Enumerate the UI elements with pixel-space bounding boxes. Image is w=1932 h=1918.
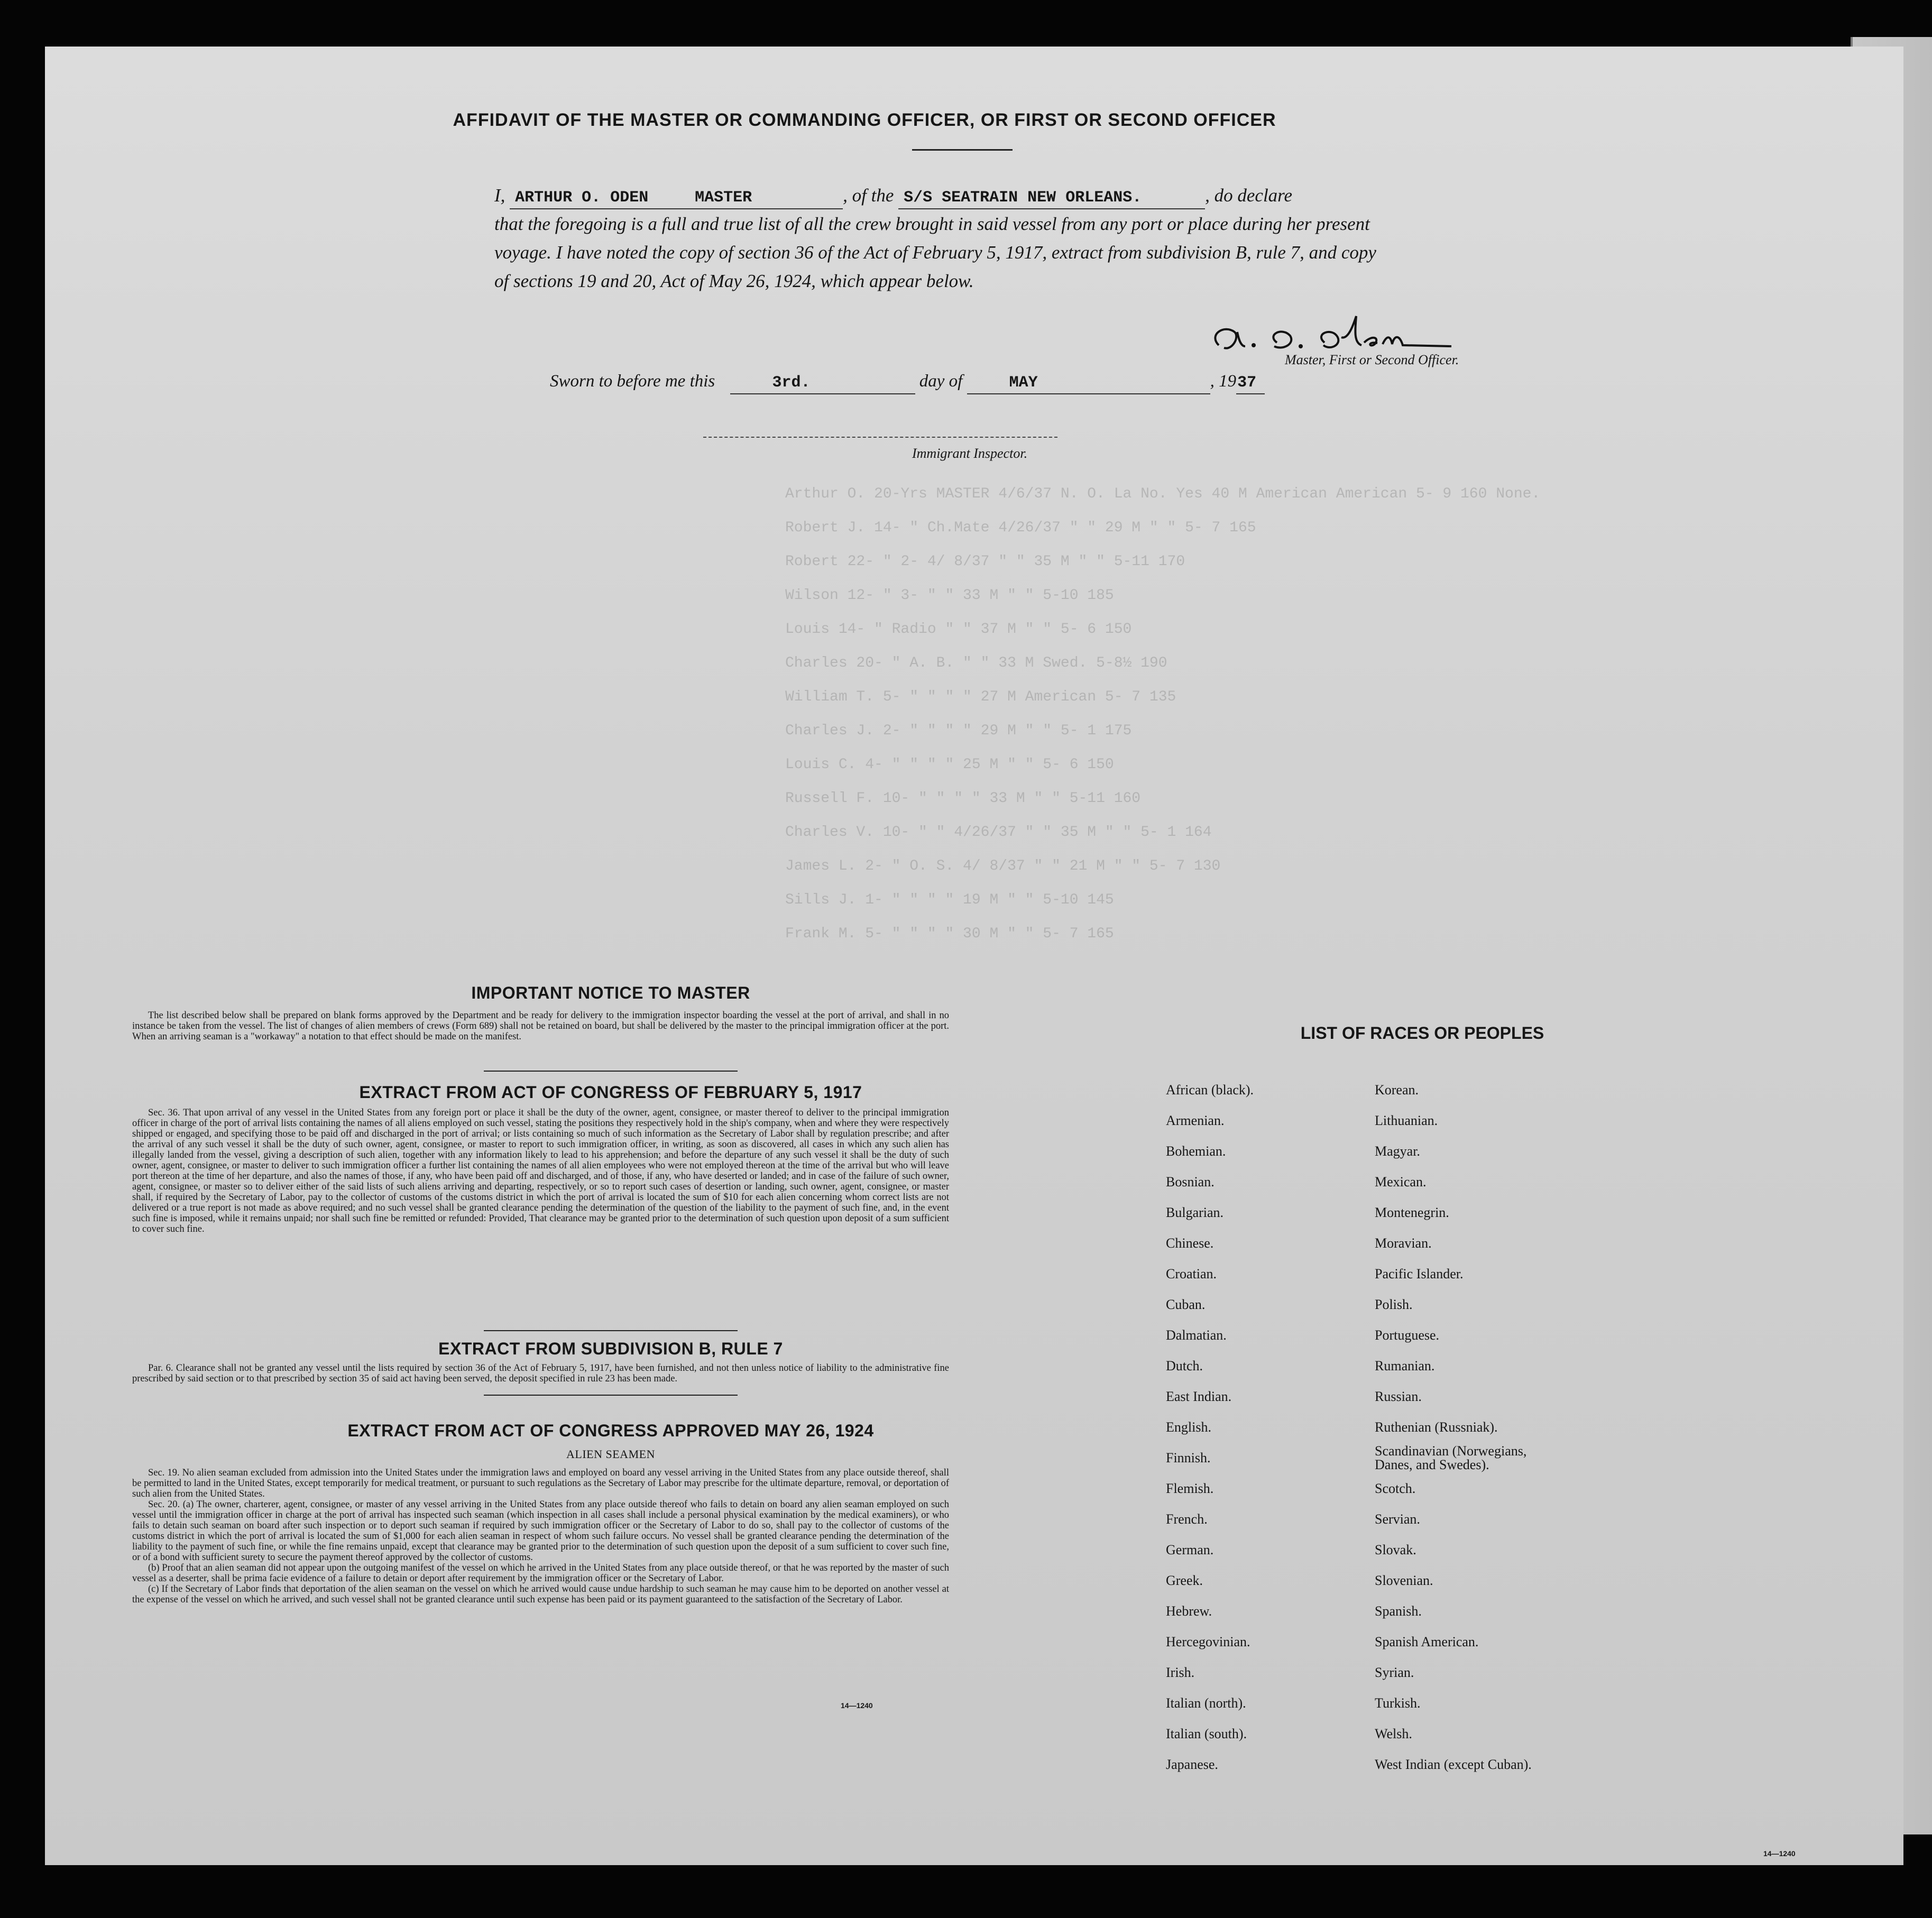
race-item: Croatian. bbox=[1166, 1266, 1217, 1281]
notice-title: IMPORTANT NOTICE TO MASTER bbox=[471, 983, 750, 1002]
sworn-line bbox=[550, 372, 1265, 394]
footer-form-number: 14—1240 bbox=[1763, 1849, 1796, 1858]
do-declare-label: , do declare bbox=[1205, 185, 1293, 206]
extract-1924-sec20a: Sec. 20. (a) The owner, charterer, agent, consignee, or master of any vessel arriving in the United States from any place outside thereof who fails to detain on board any alien seaman employed on such vessel until the immigration officer in charge at the port of arrival has inspected such seaman (which inspection in all cases shall include a personal physical examination by the medical examiners), or who fails to detain such seaman on board after such inspection or to deport such seaman if required by such immigration officer or the Secretary of Labor to do so, shall pay to the collector of customs of the customs district in which the port of arrival is located the sum of $1,000 for each alien seaman in respect of whom such failure occurs. No vessel shall be granted clearance pending the determination of the liability to the payment of such fine, or while the fine remains unpaid, except that clearance may be granted prior to the determination of such question upon the deposit of a sum sufficient to cover such fine, or of a bond with sufficient surety to secure the payment thereof approved by the collector of customs. bbox=[132, 1499, 949, 1563]
day-of-label: day of bbox=[919, 372, 963, 391]
ghost-row: Wilson 12- " 3- " " 33 M " " 5-10 185 bbox=[785, 587, 1114, 604]
races-column-2 bbox=[1375, 1075, 1650, 1780]
notice-text bbox=[132, 1010, 949, 1042]
races-title: LIST OF RACES OR PEOPLES bbox=[1300, 1023, 1544, 1043]
race-item: Rumanian. bbox=[1375, 1358, 1435, 1373]
year-prefix: , 19 bbox=[1210, 372, 1237, 391]
affidavit-line-2: that the foregoing is a full and true list of all the crew brought in said vessel from any port or place during her present bbox=[494, 214, 1370, 234]
affidavit-line-4: of sections 19 and 20, Act of May 26, 1924, which appear below. bbox=[494, 271, 974, 291]
ghost-row: Robert 22- " 2- 4/ 8/37 " " 35 M " " 5-11 170 bbox=[785, 554, 1185, 570]
section-rule bbox=[484, 1330, 738, 1331]
rule7-text bbox=[132, 1363, 949, 1384]
sworn-year-field[interactable]: 37 bbox=[1236, 372, 1265, 394]
race-item: Mexican. bbox=[1375, 1174, 1427, 1189]
race-item: Flemish. bbox=[1166, 1481, 1214, 1496]
race-item: Scotch. bbox=[1375, 1481, 1416, 1496]
rule7-title: EXTRACT FROM SUBDIVISION B, RULE 7 bbox=[438, 1339, 783, 1358]
notice-paragraph: The list described below shall be prepared on blank forms approved by the Department and be ready for delivery to the immigration inspector boarding the vessel at the port of arrival, and shall in no instance be taken from the vessel. The list of changes of alien members of crews (Form 689) shall not be retained on board, but shall be delivered by the master to the principal immigration officer at the port. When an arriving seaman is a "workaway" a notation to that effect should be made on the manifest. bbox=[132, 1010, 949, 1042]
extract-1924-title: EXTRACT FROM ACT OF CONGRESS APPROVED MAY 26, 1924 bbox=[347, 1421, 874, 1440]
races-column-1 bbox=[1166, 1075, 1388, 1780]
race-item: English. bbox=[1166, 1419, 1211, 1435]
race-item: Pacific Islander. bbox=[1375, 1266, 1464, 1281]
affidavit-title: AFFIDAVIT OF THE MASTER OR COMMANDING OFFICER, OR FIRST OR SECOND OFFICER bbox=[453, 110, 1276, 130]
race-item: Moravian. bbox=[1375, 1235, 1432, 1251]
race-item: Italian (south). bbox=[1166, 1726, 1247, 1741]
section-rule bbox=[484, 1395, 738, 1396]
race-item: Finnish. bbox=[1166, 1450, 1211, 1465]
race-item: Polish. bbox=[1375, 1297, 1413, 1312]
of-the-label: , of the bbox=[843, 185, 894, 206]
extract-1924-sec20b: (b) Proof that an alien seaman did not appear upon the outgoing manifest of the vessel on which he arrived in the United States from any place outside thereof, or that he was reported by the master of such vessel as a deserter, shall be prima facie evidence of a failure to detain or deport after requirement by the immigration officer or the Secretary of Labor. bbox=[132, 1563, 949, 1584]
inspector-caption: Immigrant Inspector. bbox=[912, 446, 1028, 461]
race-item: Bohemian. bbox=[1166, 1144, 1226, 1159]
race-item: Magyar. bbox=[1375, 1144, 1420, 1159]
ghost-row: Charles J. 2- " " " " 29 M " " 5- 1 175 bbox=[785, 723, 1132, 739]
race-item: Montenegrin. bbox=[1375, 1205, 1449, 1220]
extract-1917-title: EXTRACT FROM ACT OF CONGRESS OF FEBRUARY 5, 1917 bbox=[359, 1083, 862, 1102]
ghost-row: William T. 5- " " " " 27 M American 5- 7 135 bbox=[785, 689, 1176, 705]
ghost-row: Charles 20- " A. B. " " 33 M Swed. 5-8½ 190 bbox=[785, 655, 1167, 671]
race-item: East Indian. bbox=[1166, 1389, 1232, 1404]
race-item: Bosnian. bbox=[1166, 1174, 1215, 1189]
race-item: Dalmatian. bbox=[1166, 1327, 1227, 1343]
affidavit-line-1 bbox=[494, 181, 1531, 210]
race-item: Italian (north). bbox=[1166, 1695, 1246, 1711]
affidavit-body bbox=[494, 181, 1531, 296]
race-item: Lithuanian. bbox=[1375, 1113, 1438, 1128]
race-item: Cuban. bbox=[1166, 1297, 1206, 1312]
race-item: Turkish. bbox=[1375, 1695, 1421, 1711]
form-number: 14—1240 bbox=[841, 1701, 873, 1710]
race-item: Japanese. bbox=[1166, 1757, 1218, 1772]
ghost-row: Frank M. 5- " " " " 30 M " " 5- 7 165 bbox=[785, 926, 1114, 942]
race-item: Portuguese. bbox=[1375, 1327, 1440, 1343]
ghost-row: James L. 2- " O. S. 4/ 8/37 " " 21 M " " 5- 7 130 bbox=[785, 858, 1221, 874]
ghost-row: Charles V. 10- " " 4/26/37 " " 35 M " " 5- 1 164 bbox=[785, 824, 1212, 841]
race-item: Spanish American. bbox=[1375, 1634, 1479, 1649]
race-item: Russian. bbox=[1375, 1389, 1422, 1404]
race-item: Dutch. bbox=[1166, 1358, 1203, 1373]
race-item: Welsh. bbox=[1375, 1726, 1412, 1741]
extract-1924-text bbox=[132, 1468, 949, 1605]
race-item: Hercegovinian. bbox=[1166, 1634, 1250, 1649]
sworn-day-field[interactable]: 3rd. bbox=[730, 372, 915, 394]
section-rule bbox=[484, 1071, 738, 1072]
ghost-row: Arthur O. 20-Yrs MASTER 4/6/37 N. O. La No. Yes 40 M American American 5- 9 160 None. bbox=[785, 486, 1541, 502]
signature-caption: Master, First or Second Officer. bbox=[1285, 352, 1459, 367]
alien-seamen-subtitle: ALIEN SEAMEN bbox=[566, 1447, 655, 1461]
ghost-row: Robert J. 14- " Ch.Mate 4/26/37 " " 29 M " " 5- 7 165 bbox=[785, 520, 1256, 536]
inspector-signature-line[interactable] bbox=[703, 437, 1057, 438]
race-item: Slovak. bbox=[1375, 1542, 1416, 1557]
race-item: German. bbox=[1166, 1542, 1214, 1557]
officer-rank-field[interactable]: MASTER bbox=[684, 187, 843, 209]
extract-1917-text bbox=[132, 1108, 949, 1234]
race-item: French. bbox=[1166, 1511, 1208, 1527]
manifest-page bbox=[45, 47, 1903, 1865]
race-item: Bulgarian. bbox=[1166, 1205, 1224, 1220]
ghost-row: Russell F. 10- " " " " 33 M " " 5-11 160 bbox=[785, 790, 1141, 807]
race-item: Armenian. bbox=[1166, 1113, 1225, 1128]
race-item: Syrian. bbox=[1375, 1665, 1414, 1680]
race-item: Slovenian. bbox=[1375, 1573, 1433, 1588]
sworn-prefix: Sworn to before me this bbox=[550, 372, 715, 391]
officer-name-field[interactable]: ARTHUR O. ODEN bbox=[510, 187, 684, 209]
race-item: Hebrew. bbox=[1166, 1603, 1212, 1619]
vessel-name-field[interactable]: S/S SEATRAIN NEW ORLEANS. bbox=[898, 187, 1205, 209]
ghost-row: Louis C. 4- " " " " 25 M " " 5- 6 150 bbox=[785, 757, 1114, 773]
bleed-through-crew-list bbox=[785, 477, 1885, 951]
race-item: Ruthenian (Russniak). bbox=[1375, 1419, 1498, 1435]
race-item: Irish. bbox=[1166, 1665, 1195, 1680]
rule7-par6: Par. 6. Clearance shall not be granted any vessel until the lists required by section 36 of the Act of February 5, 1917, have been furnished, and not then unless notice of liability to the administrative fine prescribed by said section or to that prescribed by section 35 of said act having been served, the deposit specified in rule 23 has been made. bbox=[132, 1363, 949, 1384]
sworn-month-field[interactable]: MAY bbox=[967, 372, 1210, 394]
race-item: African (black). bbox=[1166, 1082, 1254, 1098]
race-item: Greek. bbox=[1166, 1573, 1203, 1588]
race-item: Chinese. bbox=[1166, 1235, 1214, 1251]
affidavit-i: I, bbox=[494, 185, 505, 206]
race-item: West Indian (except Cuban). bbox=[1375, 1757, 1532, 1772]
title-rule bbox=[912, 149, 1013, 151]
race-item: Spanish. bbox=[1375, 1603, 1422, 1619]
race-item: Scandinavian (Norwegians, Danes, and Swedes). bbox=[1375, 1443, 1527, 1472]
extract-1917-sec36: Sec. 36. That upon arrival of any vessel in the United States from any foreign port or place it shall be the duty of the owner, agent, consignee, or master thereof to deliver to the principal immigration officer in charge of the port of arrival lists containing the names of all aliens employed on such vessel, stating the positions they respectively hold in the ship's company, when and where they were respectively shipped or engaged, and specifying those to be paid off and discharged in the port of arrival; or lists containing so much of such information as the Secretary of Labor shall by regulation prescribe; and after the arrival of any such vessel it shall be the duty of such owner, agent, consignee, or master to report to such immigration officer, in writing, as soon as discovered, all cases in which any such alien has illegally landed from the vessel, giving a description of such alien, together with any information likely to lead to his apprehension; and before the departure of any such vessel it shall be the duty of such owner, agent, consignee, or master to deliver to such immigration officer a further list containing the names of all alien employees who were not employed thereon at the time of the arrival but who will leave port thereon at the time of her departure, and also the names of those, if any, who have been paid off and discharged, and of those, if any, who have deserted or landed; and in case of the failure of such owner, agent, consignee, or master so to deliver either of the said lists of such aliens arriving and departing, respectively, or so to report such cases of desertion or landing, such owner, agent, consignee, or master shall, if required by the Secretary of Labor, pay to the collector of customs of the customs district in which the port of arrival is located the sum of $10 for each alien concerning whom correct lists are not delivered or a true report is not made as above required; and no such vessel shall be granted clearance pending the determination of the question of the liability to the payment of such fine, and, in the event such fine is imposed, while it remains unpaid; nor shall such fine be remitted or refunded: Provided, That clearance may be granted prior to the determination of such question upon deposit of a sum sufficient to cover such fine. bbox=[132, 1108, 949, 1234]
affidavit-line-3: voyage. I have noted the copy of section 36 of the Act of February 5, 1917, extract from subdivision B, rule 7, and copy bbox=[494, 242, 1376, 263]
ghost-row: Sills J. 1- " " " " 19 M " " 5-10 145 bbox=[785, 892, 1114, 908]
race-item: Korean. bbox=[1375, 1082, 1419, 1098]
extract-1924-sec20c: (c) If the Secretary of Labor finds that deportation of the alien seaman on the vessel on which he arrived would cause undue hardship to such seaman he may cause him to be deported on another vessel at the expense of the vessel on which he arrived, and such vessel shall not be granted clearance until such expense has been paid or its payment guaranteed to the satisfaction of the Secretary of Labor. bbox=[132, 1584, 949, 1605]
ghost-row: Louis 14- " Radio " " 37 M " " 5- 6 150 bbox=[785, 621, 1132, 638]
race-item: Servian. bbox=[1375, 1511, 1420, 1527]
extract-1924-sec19: Sec. 19. No alien seaman excluded from admission into the United States under the immigration laws and employed on board any vessel arriving in the United States from any place outside thereof, shall be permitted to land in the United States, except temporarily for medical treatment, or pursuant to such regulations as the Secretary of Labor may prescribe for the ultimate departure, removal, or deportation of such alien from the United States. bbox=[132, 1468, 949, 1499]
